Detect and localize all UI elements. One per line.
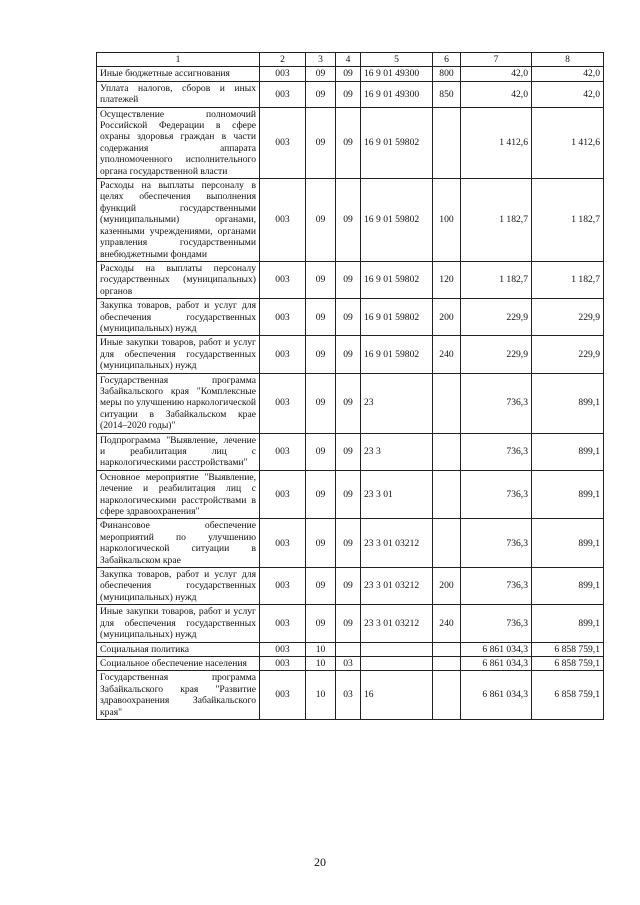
section-code-cell: 09 (306, 179, 336, 262)
ministry-code-cell: 003 (260, 433, 306, 470)
header-cell: 2 (260, 53, 306, 67)
target-article-cell: 23 3 (361, 433, 433, 470)
amount-year2-cell: 899,1 (532, 433, 604, 470)
expense-type-cell: 240 (433, 605, 461, 642)
subsection-code-cell: 09 (336, 433, 361, 470)
amount-year2-cell: 1 412,6 (532, 107, 604, 178)
header-cell: 6 (433, 53, 461, 67)
subsection-code-cell: 09 (336, 605, 361, 642)
target-article-cell: 16 9 01 49300 (361, 67, 433, 81)
expense-name-cell: Расходы на выплаты персоналу государственных (муниципальных) органов (97, 261, 260, 298)
amount-year1-cell: 6 861 034,3 (461, 642, 532, 656)
amount-year1-cell: 6 861 034,3 (461, 656, 532, 670)
amount-year1-cell: 1 182,7 (461, 261, 532, 298)
page-number: 20 (314, 855, 326, 869)
expense-type-cell (433, 373, 461, 433)
expense-type-cell (433, 470, 461, 519)
expense-name-cell: Подпрограмма "Выявление, лечение и реабилитация лиц с наркологическими расстройствами" (97, 433, 260, 470)
target-article-cell: 16 9 01 49300 (361, 81, 433, 107)
expense-type-cell (433, 433, 461, 470)
table-row (97, 299, 604, 336)
section-code-cell: 09 (306, 67, 336, 81)
ministry-code-cell: 003 (260, 470, 306, 519)
amount-year2-cell: 1 182,7 (532, 261, 604, 298)
target-article-cell: 16 9 01 59802 (361, 299, 433, 336)
amount-year2-cell: 42,0 (532, 81, 604, 107)
amount-year1-cell: 1 412,6 (461, 107, 532, 178)
amount-year2-cell: 899,1 (532, 470, 604, 519)
section-code-cell: 09 (306, 107, 336, 178)
ministry-code-cell: 003 (260, 642, 306, 656)
expense-name-cell: Социальное обеспечение населения (97, 656, 260, 670)
table-row (97, 107, 604, 178)
subsection-code-cell: 09 (336, 179, 361, 262)
target-article-cell: 16 (361, 671, 433, 720)
expense-type-cell (433, 671, 461, 720)
expense-name-cell: Осуществление полномочий Российской Федерации в сфере охраны здоровья граждан в части содержания аппарата уполномоченного исполнительного органа государственной власти (97, 107, 260, 178)
table-row (97, 261, 604, 298)
section-code-cell: 09 (306, 605, 336, 642)
amount-year1-cell: 1 182,7 (461, 179, 532, 262)
amount-year2-cell: 6 858 759,1 (532, 642, 604, 656)
subsection-code-cell: 03 (336, 671, 361, 720)
expense-name-cell: Основное мероприятие "Выявление, лечение и реабилитация лиц с наркологическими расстройствами в сфере здравоохранения" (97, 470, 260, 519)
amount-year1-cell: 42,0 (461, 67, 532, 81)
table-row (97, 568, 604, 605)
target-article-cell: 23 3 01 (361, 470, 433, 519)
table-row (97, 336, 604, 373)
subsection-code-cell: 09 (336, 261, 361, 298)
amount-year2-cell: 42,0 (532, 67, 604, 81)
expense-name-cell: Государственная программа Забайкальского края "Комплексные меры по улучшению наркологической ситуации в Забайкальском крае (2014–2020 годы)" (97, 373, 260, 433)
amount-year2-cell: 229,9 (532, 299, 604, 336)
expense-type-cell: 200 (433, 568, 461, 605)
expense-type-cell: 850 (433, 81, 461, 107)
expense-name-cell: Иные закупки товаров, работ и услуг для обеспечения государственных (муниципальных) нужд (97, 605, 260, 642)
section-code-cell: 10 (306, 642, 336, 656)
ministry-code-cell: 003 (260, 299, 306, 336)
ministry-code-cell: 003 (260, 519, 306, 568)
table-row (97, 179, 604, 262)
section-code-cell: 10 (306, 656, 336, 670)
subsection-code-cell: 09 (336, 568, 361, 605)
table-row (97, 605, 604, 642)
section-code-cell: 09 (306, 336, 336, 373)
amount-year1-cell: 736,3 (461, 519, 532, 568)
amount-year1-cell: 6 861 034,3 (461, 671, 532, 720)
target-article-cell: 23 3 01 03212 (361, 568, 433, 605)
table-row (97, 642, 604, 656)
expense-type-cell (433, 519, 461, 568)
subsection-code-cell: 09 (336, 470, 361, 519)
table-row (97, 67, 604, 81)
ministry-code-cell: 003 (260, 373, 306, 433)
expense-type-cell: 200 (433, 299, 461, 336)
header-cell: 5 (361, 53, 433, 67)
expense-name-cell: Социальная политика (97, 642, 260, 656)
section-code-cell: 10 (306, 671, 336, 720)
table-row (97, 433, 604, 470)
ministry-code-cell: 003 (260, 261, 306, 298)
amount-year1-cell: 229,9 (461, 336, 532, 373)
ministry-code-cell: 003 (260, 67, 306, 81)
expense-name-cell: Иные закупки товаров, работ и услуг для обеспечения государственных (муниципальных) нужд (97, 336, 260, 373)
expense-name-cell: Расходы на выплаты персоналу в целях обеспечения выполнения функций государственными (муниципальными) органами, казенными учреждениями, органами управления государственными внебюджетными фондами (97, 179, 260, 262)
expense-type-cell: 240 (433, 336, 461, 373)
expense-type-cell (433, 642, 461, 656)
amount-year1-cell: 736,3 (461, 470, 532, 519)
subsection-code-cell: 09 (336, 67, 361, 81)
expense-name-cell: Уплата налогов, сборов и иных платежей (97, 81, 260, 107)
expense-name-cell: Финансовое обеспечение мероприятий по улучшению наркологической ситуации в Забайкальском крае (97, 519, 260, 568)
ministry-code-cell: 003 (260, 81, 306, 107)
expense-type-cell (433, 107, 461, 178)
amount-year2-cell: 1 182,7 (532, 179, 604, 262)
target-article-cell (361, 642, 433, 656)
expense-name-cell: Закупка товаров, работ и услуг для обеспечения государственных (муниципальных) нужд (97, 568, 260, 605)
subsection-code-cell: 09 (336, 107, 361, 178)
expense-type-cell: 100 (433, 179, 461, 262)
section-code-cell: 09 (306, 433, 336, 470)
amount-year2-cell: 899,1 (532, 373, 604, 433)
target-article-cell (361, 656, 433, 670)
section-code-cell: 09 (306, 373, 336, 433)
table-row (97, 671, 604, 720)
section-code-cell: 09 (306, 568, 336, 605)
target-article-cell: 23 3 01 03212 (361, 605, 433, 642)
amount-year2-cell: 6 858 759,1 (532, 656, 604, 670)
expense-type-cell (433, 656, 461, 670)
amount-year2-cell: 899,1 (532, 605, 604, 642)
section-code-cell: 09 (306, 81, 336, 107)
table-row (97, 656, 604, 670)
target-article-cell: 16 9 01 59802 (361, 261, 433, 298)
expense-type-cell: 800 (433, 67, 461, 81)
subsection-code-cell: 09 (336, 373, 361, 433)
target-article-cell: 23 (361, 373, 433, 433)
ministry-code-cell: 003 (260, 671, 306, 720)
table-header-row (97, 53, 604, 67)
table-row (97, 519, 604, 568)
amount-year2-cell: 229,9 (532, 336, 604, 373)
expense-name-cell: Иные бюджетные ассигнования (97, 67, 260, 81)
section-code-cell: 09 (306, 470, 336, 519)
expense-name-cell: Закупка товаров, работ и услуг для обеспечения государственных (муниципальных) нужд (97, 299, 260, 336)
amount-year1-cell: 736,3 (461, 373, 532, 433)
amount-year1-cell: 736,3 (461, 433, 532, 470)
ministry-code-cell: 003 (260, 656, 306, 670)
header-cell: 4 (336, 53, 361, 67)
amount-year2-cell: 6 858 759,1 (532, 671, 604, 720)
section-code-cell: 09 (306, 519, 336, 568)
subsection-code-cell: 09 (336, 81, 361, 107)
budget-table (96, 52, 604, 720)
header-cell: 7 (461, 53, 532, 67)
ministry-code-cell: 003 (260, 336, 306, 373)
ministry-code-cell: 003 (260, 107, 306, 178)
amount-year1-cell: 736,3 (461, 605, 532, 642)
target-article-cell: 16 9 01 59802 (361, 336, 433, 373)
expense-type-cell: 120 (433, 261, 461, 298)
amount-year1-cell: 229,9 (461, 299, 532, 336)
table-row (97, 470, 604, 519)
amount-year1-cell: 42,0 (461, 81, 532, 107)
subsection-code-cell (336, 642, 361, 656)
amount-year2-cell: 899,1 (532, 568, 604, 605)
ministry-code-cell: 003 (260, 179, 306, 262)
target-article-cell: 16 9 01 59802 (361, 107, 433, 178)
section-code-cell: 09 (306, 299, 336, 336)
table-row (97, 373, 604, 433)
subsection-code-cell: 09 (336, 299, 361, 336)
target-article-cell: 23 3 01 03212 (361, 519, 433, 568)
subsection-code-cell: 03 (336, 656, 361, 670)
header-cell: 8 (532, 53, 604, 67)
subsection-code-cell: 09 (336, 336, 361, 373)
subsection-code-cell: 09 (336, 519, 361, 568)
header-cell: 3 (306, 53, 336, 67)
amount-year1-cell: 736,3 (461, 568, 532, 605)
target-article-cell: 16 9 01 59802 (361, 179, 433, 262)
amount-year2-cell: 899,1 (532, 519, 604, 568)
expense-name-cell: Государственная программа Забайкальского края "Развитие здравоохранения Забайкальского края" (97, 671, 260, 720)
section-code-cell: 09 (306, 261, 336, 298)
ministry-code-cell: 003 (260, 605, 306, 642)
ministry-code-cell: 003 (260, 568, 306, 605)
header-cell: 1 (97, 53, 260, 67)
table-row (97, 81, 604, 107)
